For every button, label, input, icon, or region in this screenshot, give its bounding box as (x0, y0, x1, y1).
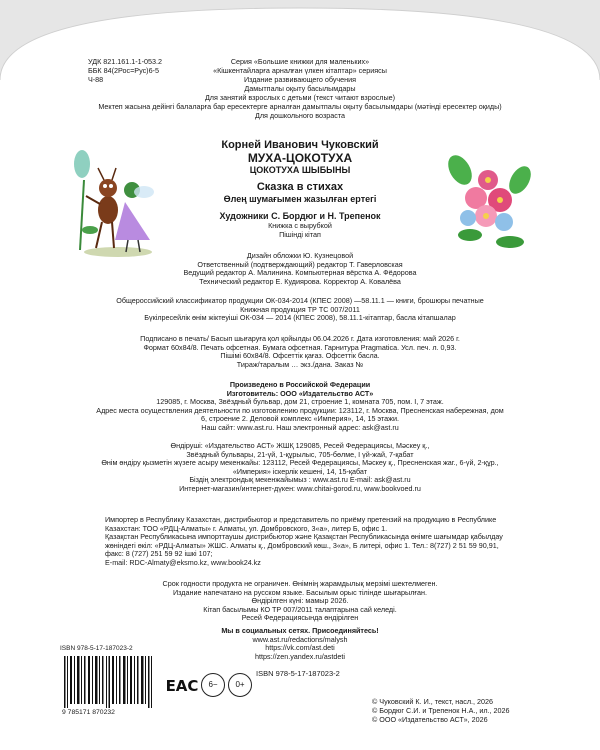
responsible-editor: Ответственный (подтверждающий) редактор Т. Гаверловская (197, 259, 403, 269)
producer-facility-2: 6, строение 2. Деловой комплекс «Империя», 14, 15 этажи. (201, 414, 399, 424)
audience-ru: Для занятий взрослых с детьми (текст читают взрослые) (204, 93, 396, 102)
author-mark: Ч-88 (88, 75, 104, 84)
producer-web: Наш сайт: www.ast.ru. Наш электронный адрес: ask@ast.ru (201, 422, 399, 432)
producer (0, 381, 600, 433)
classifier-ru: Общероссийский классификатор продукции ОК-034-2014 (КПЕС 2008) —58.11.1 — книги, брошюры печатные (116, 296, 484, 305)
eac-mark-icon (165, 674, 199, 696)
validity-1: Срок годности продукта не ограничен. Өнімнің жарамдылық мерзімі шектелмеген. (162, 579, 438, 588)
importer-3: Қазақстан Республикасына импорттаушы дистрибьютор және Қазақстан Республикасында өнімге шағымдар қабылдау (105, 532, 503, 542)
classifier-kz: Бүкілресейлік өнім жіктеуіші ОК-034 — 2014 (КПЕС 2008), 58.11.1-кітаптар, басла кітапшалар (144, 313, 456, 323)
product-ru: Книжная продукция ТР ТС 007/2011 (240, 304, 360, 314)
print-date: Подписано в печать/ Басып шығаруға қол қойылды 06.04.2026 г. Дата изготовления: май 2026 г. (140, 334, 460, 343)
producer-kz-5: Біздің электрондық мекенжайымыз : www.ast.ru E-mail: ask@ast.ru (189, 475, 411, 485)
cover-design: Дизайн обложки Ю. Кузнецовой (246, 251, 354, 260)
age-rating-0: 0+ (228, 673, 252, 697)
producer-address: 129085, г. Москва, Звёздный бульвар, дом 21, строение 1, комната 705, пом. I, 7 этаж. (156, 397, 444, 407)
format-ru: Книжка с вырубкой (268, 221, 332, 230)
series-ru: Серия «Большие книжки для маленьких» (230, 57, 370, 66)
producer-kz (0, 442, 600, 494)
classifier (0, 297, 600, 323)
producer-kz-1: Өндіруші: «Издательство АСТ» ЖШҚ 129085, Ресей Федерациясы, Мәскеу қ., (170, 441, 430, 450)
print-format-kz: Пішімі 60x84/8. Офсеттік қағаз. Офсеттік басла. (220, 351, 380, 361)
importer-5: факс: 8 (727) 251 59 92 ішкі 107; (105, 549, 213, 559)
importer-info (105, 516, 503, 568)
genre-kz: Өлең шумағымен жазылған ертегі (223, 194, 377, 204)
series-info (0, 57, 600, 120)
manufacturer: Изготовитель: ООО «Издательство АСТ» (226, 388, 374, 398)
validity-2: Издание напечатано на русском языке. Басылым орыс тілінде шығарылған. (172, 587, 427, 597)
producer-kz-6: Интернет-магазин/интернет-дүкен: www.chitai-gorod.ru, www.bookvoed.ru (179, 483, 421, 493)
svg-text:EAC: EAC (165, 677, 199, 695)
validity-5: Ресей Федерациясында өндірілген (241, 613, 359, 623)
book-title-kz: ЦОКОТУХА ШЫБЫНЫ (249, 165, 351, 175)
copyright-1: © Чуковский К. И., текст, насл., 2026 (372, 697, 493, 706)
genre-ru: Сказка в стихах (256, 181, 344, 193)
validity-3: Өндірілген күні: мамыр 2026. (251, 596, 349, 606)
copyrights (372, 697, 510, 724)
age-ru: Для дошкольного возраста (254, 111, 346, 120)
social-heading: Мы в социальных сетях. Присоединяйтесь! (221, 626, 379, 635)
lead-editor: Ведущий редактор А. Малинина. Компьютерная вёрстка А. Фёдорова (183, 268, 417, 278)
produced-in: Произведено в Российской Федерации (229, 380, 371, 389)
importer-1: Импортер в Республику Казахстан, дистрибьютор и представитель по приёму претензий на продукцию в Республике (105, 515, 497, 524)
edition-kz: Дамытпалы оқыту басылымдары (244, 84, 356, 93)
udk-code: УДК 821.161.1-1-053.2 (88, 57, 163, 66)
importer-4: жөніндегі өкіл: «РДЦ-Алматы» ЖШС. Алматы қ., Домбровский көш., 3«а», Б литері, офис 1. Тел.: 8(727) 2 51 59 90,91, (105, 540, 499, 550)
audience-kz: Мектеп жасына дейінгі балаларға бар ересектерге арналған дамытпалы оқыту басылымдары (мәтінді ересектер оқиды) (98, 102, 502, 111)
book-format (0, 222, 600, 239)
producer-kz-4: «Империя» іскерлік кешені, 14, 15-қабат (232, 466, 368, 476)
bbk-code: ББК 84(2Рос=Рус)6-5 (88, 66, 159, 75)
credits (0, 252, 600, 286)
author-name: Корней Иванович Чуковский (221, 139, 379, 151)
print-format-ru: Формат 60x84/8. Печать офсетная. Бумага офсетная. Гарнитура Pragmatica. Усл. печ. л. 0,93. (143, 342, 457, 352)
barcode-isbn: ISBN 978-5-17-187023-2 (60, 645, 133, 652)
edition-ru: Издание развивающего обучения (243, 75, 357, 84)
copyright-2: © Бордюг С.И. и Трепенок Н.А., ил., 2026 (372, 706, 510, 715)
producer-facility-1: Адрес места осуществления деятельности по изготовлению продукции: 123112, г. Москва, Пресненская набережная, дом (96, 405, 504, 415)
social-link-3[interactable]: https://zen.yandex.ru/astdeti (255, 651, 345, 661)
print-run: Тираж/таралым … экз./дана. Заказ № (236, 359, 364, 369)
social-link-2[interactable]: https://vk.com/ast.deti (265, 643, 335, 653)
isbn: ISBN 978-5-17-187023-2 (256, 669, 340, 678)
tech-editor: Технический редактор Е. Кудиярова. Корректор А. Ковалёва (199, 276, 401, 286)
copyright-3: © ООО «Издательство АСТ», 2026 (372, 715, 488, 724)
barcode-number: 9 785171 870232 (62, 709, 115, 716)
producer-kz-3: Өнім өндіру қызметін жүзеге асыру мекенжайы: 123112, Ресей Федерациясы, Мәскеу қ., Пресненская жаг., 6-үй, 2-құр., (101, 458, 499, 468)
age-rating-6: 6− (201, 673, 225, 697)
validity-4: Кітап басылымы КО ТР 007/2011 талаптарына сай келеді. (203, 604, 397, 614)
social-link-1[interactable]: www.ast.ru/redactions/malysh (252, 634, 348, 644)
series-kz: «Кішкентайларға арналған үлкен кітаптар» сериясы (213, 66, 387, 75)
producer-kz-2: Звёздный бульвары, 21-үй, 1-құрылыс, 705-бөлме, I үй-жай, 7-қабат (186, 449, 414, 459)
format-kz: Пішінді кітап (279, 229, 321, 239)
validity-info (0, 580, 600, 623)
importer-6: E-mail: RDC-Almaty@eksmo.kz, www.book24.kz (105, 557, 261, 567)
importer-2: Казахстан: ТОО «РДЦ-Алматы» г. Алматы, ул. Домбровского, 3«а», литер Б, офис 1. (105, 523, 388, 533)
book-title-ru: МУХА-ЦОКОТУХА (247, 151, 353, 165)
print-info (0, 335, 600, 369)
artists: Художники С. Бордюг и Н. Трепенок (219, 211, 381, 221)
